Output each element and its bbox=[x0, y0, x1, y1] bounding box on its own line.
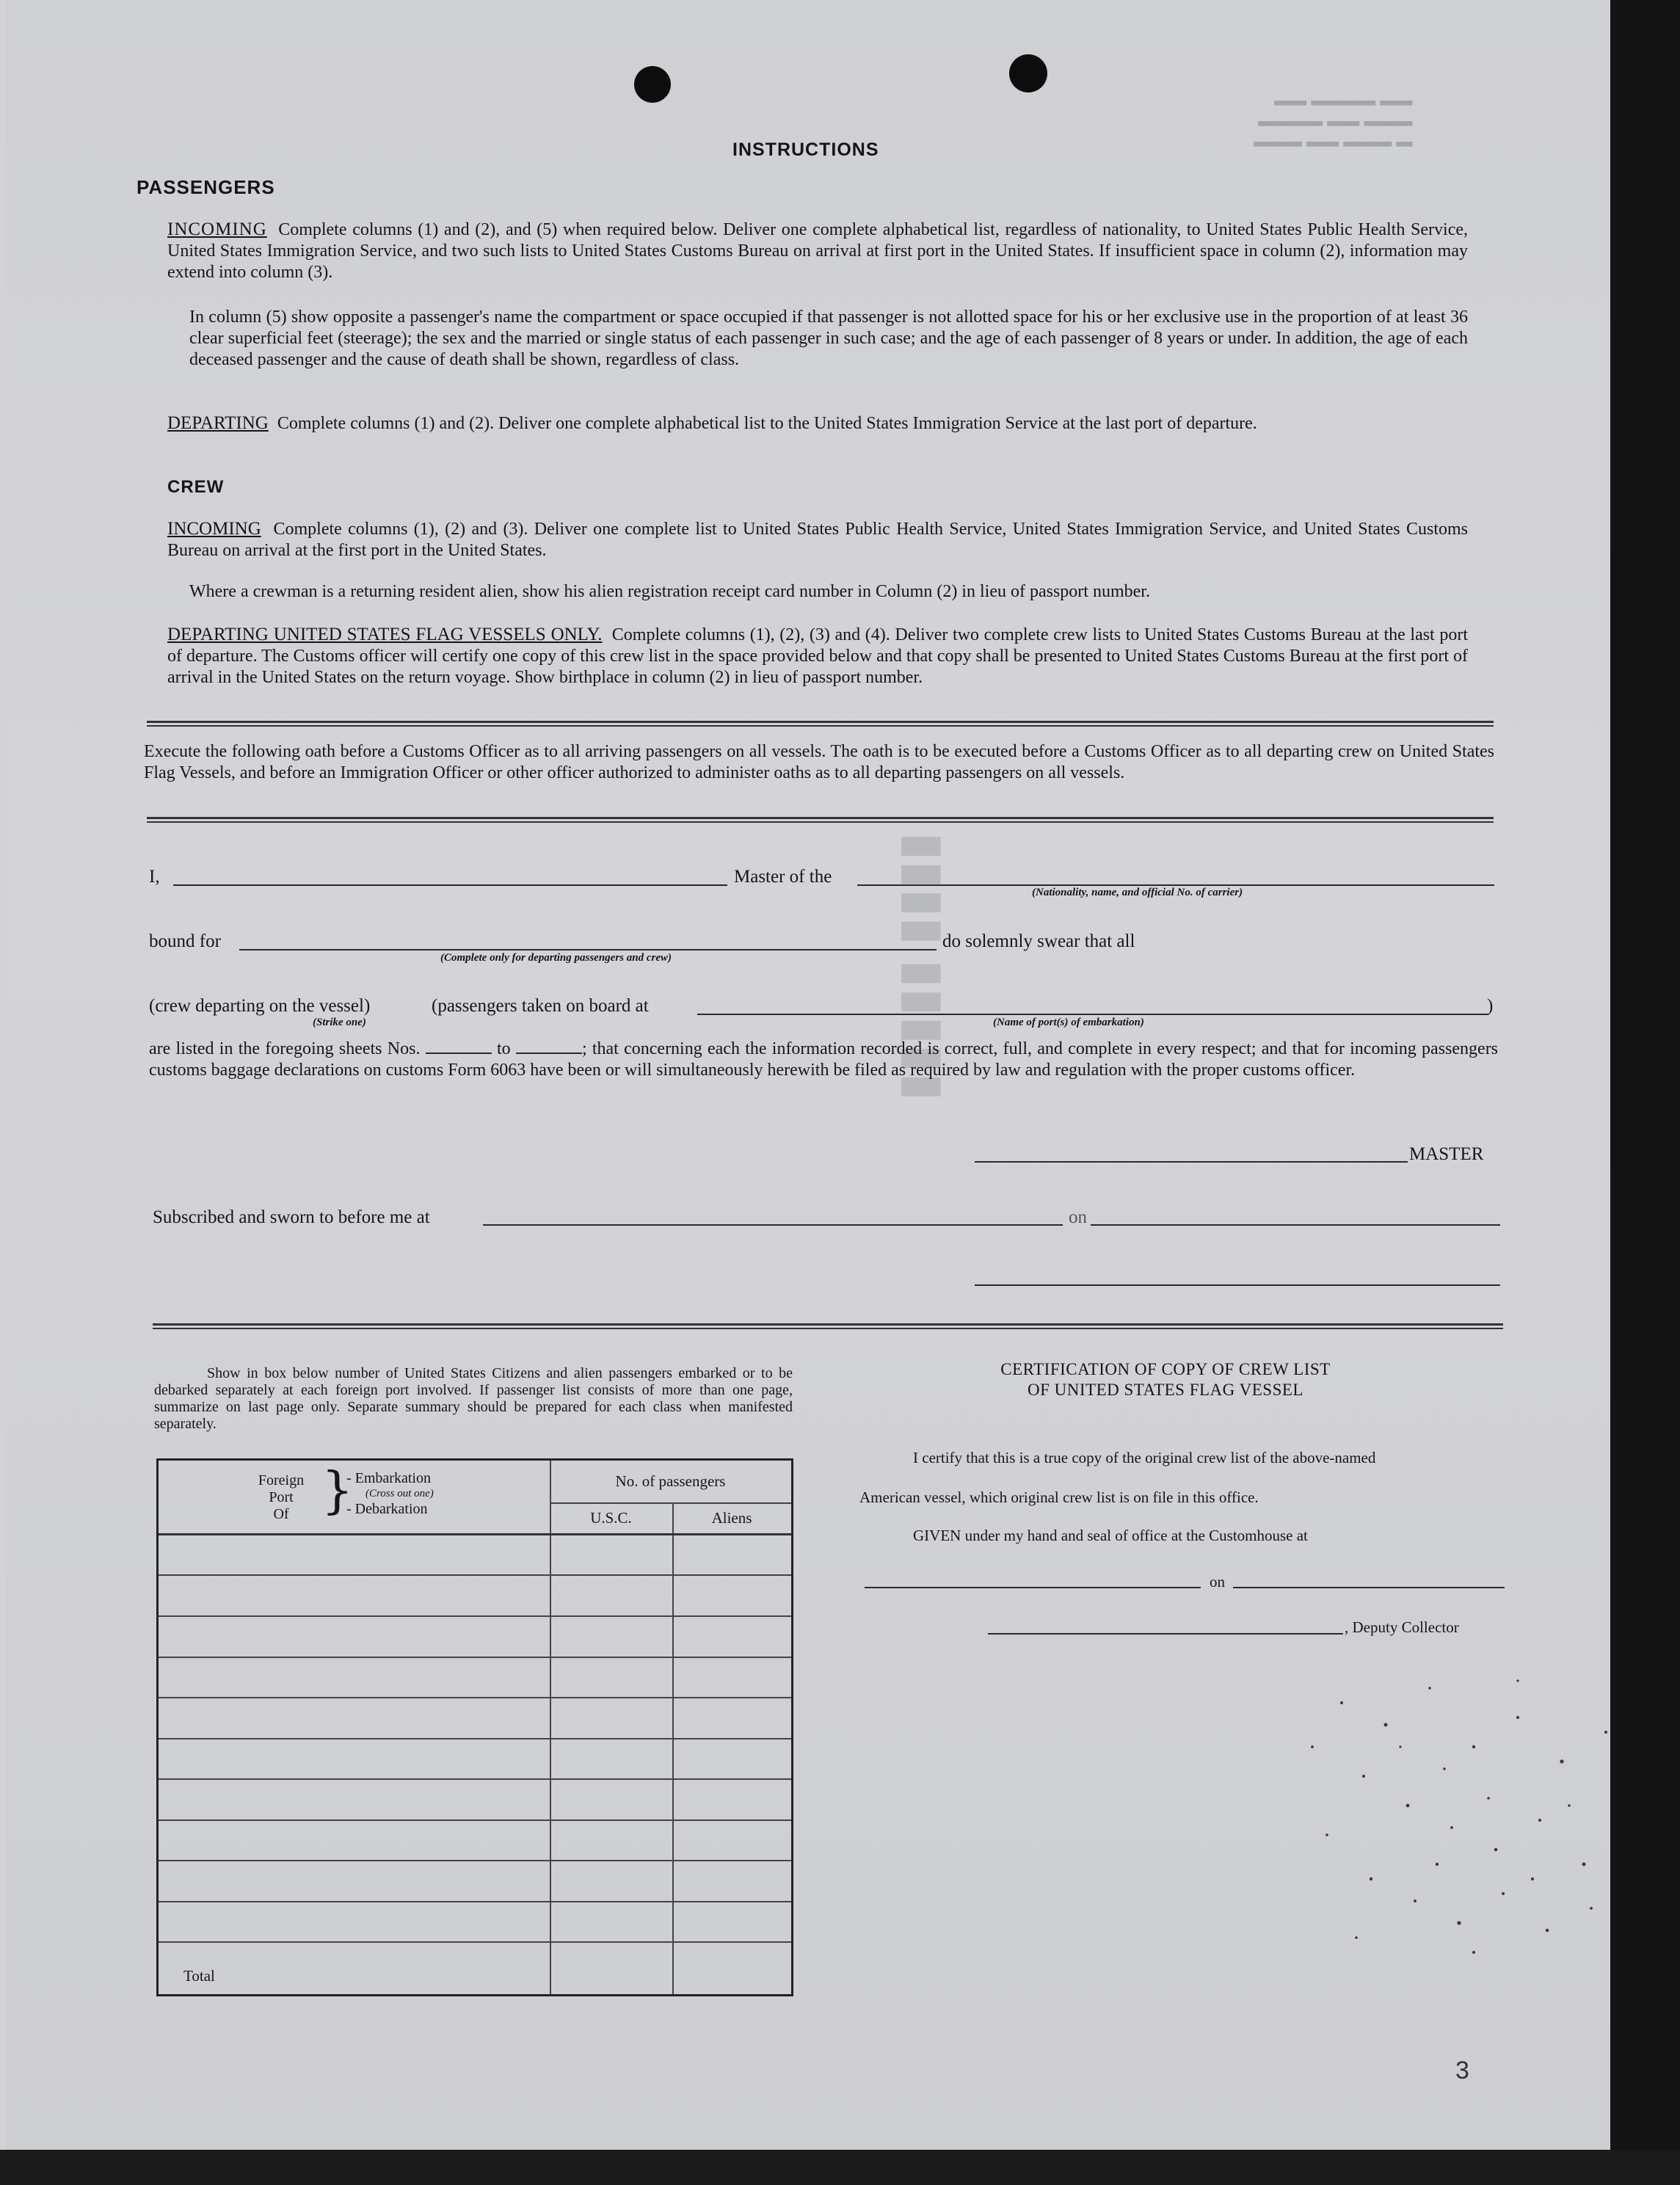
crew-resident-text: Where a crewman is a returning resident alien, show his alien registration receipt card number in Column (2) in lieu of passport number. bbox=[189, 582, 1150, 601]
col-foreign-1: Foreign bbox=[258, 1472, 305, 1488]
certify-line-1: I certify that this is a true copy of the original crew list of the above-named bbox=[913, 1449, 1376, 1466]
certification-title-1: CERTIFICATION OF COPY OF CREW LIST bbox=[1000, 1360, 1331, 1378]
table-col-divider-2 bbox=[672, 1502, 674, 1994]
crew-departing-label: DEPARTING UNITED STATES FLAG VESSELS ONLY. bbox=[167, 625, 603, 644]
paper-sheet bbox=[6, 0, 1613, 2151]
nationality-hint: (Nationality, name, and official No. of carrier) bbox=[1032, 887, 1243, 898]
passengers-departing-text: Complete columns (1) and (2). Deliver one complete alphabetical list to the United States Immigration Service at the last port of departure. bbox=[277, 414, 1257, 433]
subscribed-label: Subscribed and sworn to before me at bbox=[153, 1207, 430, 1227]
certification-title-2: OF UNITED STATES FLAG VESSEL bbox=[1028, 1381, 1303, 1399]
oath-swear-label: do solemnly swear that all bbox=[942, 931, 1135, 951]
passengers-departing-block bbox=[167, 412, 1468, 435]
table-row[interactable] bbox=[159, 1657, 791, 1658]
passengers-incoming-label: INCOMING bbox=[167, 219, 267, 239]
passengers-boarded-option[interactable]: (passengers taken on board at bbox=[432, 996, 649, 1016]
embarkation-label: - Embarkation bbox=[346, 1470, 431, 1486]
crew-heading: CREW bbox=[167, 477, 225, 497]
listed-paragraph bbox=[149, 1038, 1498, 1081]
sheet-from-field[interactable] bbox=[426, 1038, 492, 1054]
scan-edge-bottom bbox=[0, 2150, 1680, 2185]
crew-departing-block bbox=[167, 624, 1468, 688]
debarkation-label: - Debarkation bbox=[346, 1501, 428, 1517]
table-row[interactable] bbox=[159, 1941, 791, 1943]
sworn-place-field[interactable] bbox=[483, 1224, 1063, 1226]
carrier-field[interactable] bbox=[857, 884, 1494, 886]
master-name-field[interactable] bbox=[173, 884, 727, 886]
passengers-heading: PASSENGERS bbox=[137, 176, 275, 198]
crew-departing-option[interactable]: (crew departing on the vessel) bbox=[149, 996, 371, 1016]
deputy-signature-field[interactable] bbox=[988, 1633, 1343, 1635]
sworn-date-field[interactable] bbox=[1091, 1224, 1500, 1226]
certify-line-2: American vessel, which original crew list is on file in this office. bbox=[859, 1488, 1259, 1506]
col-foreign-2: Port bbox=[269, 1489, 294, 1505]
oath-bound-for-label: bound for bbox=[149, 931, 221, 951]
deputy-label: , Deputy Collector bbox=[1345, 1618, 1459, 1636]
oath-i-label: I, bbox=[149, 867, 160, 887]
divider-double-2 bbox=[147, 817, 1494, 823]
brace-icon: } bbox=[321, 1462, 354, 1520]
bound-for-hint: (Complete only for departing passengers and crew) bbox=[440, 952, 672, 964]
divider-double-3 bbox=[153, 1323, 1503, 1329]
punch-hole-right bbox=[1009, 54, 1047, 92]
sworn-on-label: on bbox=[1069, 1207, 1087, 1227]
table-row[interactable] bbox=[159, 1738, 791, 1739]
table-header-bottom bbox=[159, 1533, 791, 1535]
usc-header: U.S.C. bbox=[590, 1509, 632, 1527]
crew-incoming-text: Complete columns (1), (2) and (3). Deliver one complete list to United States Public Health Service, United States Immigration Service, and United States Customs Bureau on arrival at the first port in the United States. bbox=[167, 520, 1468, 560]
crew-departing-text: Complete columns (1), (2), (3) and (4). Deliver two complete crew lists to United States Customs Bureau at the last port of departure. The Customs officer will certify one copy of this crew list in the space provided below and that copy shall be presented to United States Customs Bureau at the first port of arrival in the United States on the return voyage. Show birthplace in column (2) in lieu of passport number. bbox=[167, 625, 1469, 687]
aliens-header: Aliens bbox=[711, 1509, 752, 1527]
port-hint: (Name of port(s) of embarkation) bbox=[993, 1017, 1144, 1028]
passengers-column5-text: In column (5) show opposite a passenger's name the compartment or space occupied if that passenger is not allotted space for his or her exclusive use in the proportion of at least 36 clear superficial feet (steerage); the sex and the married or single status of each passenger in such case; and the age of each passenger of 8 years or under. In addition, the age of each deceased passenger and the cause of death shall be shown, regardless of class. bbox=[189, 308, 1468, 369]
oath-intro: Execute the following oath before a Customs Officer as to all arriving passengers on all vessels. The oath is to be executed before a Customs Officer as to all departing crew on United States Flag Vessels, and before an Immigration Officer or other officer authorized to administer oaths as to all departing passengers on all vessels. bbox=[144, 742, 1494, 782]
bound-for-field[interactable] bbox=[239, 949, 937, 950]
table-header-split bbox=[550, 1502, 791, 1504]
punch-hole-left bbox=[634, 66, 671, 103]
customhouse-field[interactable] bbox=[865, 1587, 1201, 1588]
bleed-through-stamp: ▮▮▮▮▮ ▮▮▮▮ bbox=[888, 832, 945, 1101]
to-label: to bbox=[497, 1039, 511, 1058]
table-col-divider-1 bbox=[550, 1461, 551, 1994]
scan-edge-right bbox=[1610, 0, 1680, 2185]
passengers-departing-label: DEPARTING bbox=[167, 413, 269, 433]
no-of-passengers-header: No. of passengers bbox=[615, 1472, 726, 1490]
divider-double-1 bbox=[147, 721, 1494, 727]
total-label: Total bbox=[183, 1967, 215, 1985]
table-row[interactable] bbox=[159, 1778, 791, 1780]
sheet-to-field[interactable] bbox=[516, 1038, 582, 1054]
summary-table bbox=[156, 1458, 793, 1996]
col-foreign-3: Of bbox=[273, 1506, 289, 1522]
table-row[interactable] bbox=[159, 1574, 791, 1576]
certification-title bbox=[909, 1359, 1422, 1400]
seal-speckle-texture bbox=[1254, 1659, 1635, 1967]
table-row[interactable] bbox=[159, 1615, 791, 1617]
table-row[interactable] bbox=[159, 1819, 791, 1821]
crew-incoming-block bbox=[167, 518, 1468, 561]
close-paren: ) bbox=[1487, 996, 1494, 1016]
page-title: INSTRUCTIONS bbox=[732, 139, 879, 160]
oath-master-of-label: Master of the bbox=[734, 867, 832, 887]
table-row[interactable] bbox=[159, 1901, 791, 1902]
listed-prefix: are listed in the foregoing sheets Nos. bbox=[149, 1039, 421, 1058]
table-row[interactable] bbox=[159, 1860, 791, 1861]
port-embarkation-field[interactable] bbox=[697, 1014, 1488, 1015]
strike-hint: (Strike one) bbox=[313, 1017, 366, 1028]
given-line: GIVEN under my hand and seal of office at the Customhouse at bbox=[913, 1527, 1308, 1544]
cert-date-field[interactable] bbox=[1233, 1587, 1505, 1588]
officer-signature-field[interactable] bbox=[975, 1284, 1500, 1286]
passengers-incoming-text: Complete columns (1) and (2), and (5) when required below. Deliver one complete alphabetical list, regardless of nationality, to United States Public Health Service, United States Immigration Service, and two such lists to United States Customs Bureau on arrival at first port in the United States. If insufficient space in column (2), information may extend into column (3). bbox=[167, 220, 1469, 282]
bleed-through-marks: ▬ ▬▬▬ ▬▬ ▬▬▬ ▬▬▬ ▬▬ ▬▬▬▬ ▬▬ ▬▬▬▬ ▬▬ bbox=[1254, 97, 1413, 156]
listed-suffix: ; that concerning each the information recorded is correct, full, and complete in every respect; and that for incoming passengers customs baggage declarations on customs Form 6063 have been or will simultaneously herewith be filed as required by law and regulation with the proper customs officer. bbox=[149, 1039, 1499, 1080]
embark-debark-header bbox=[346, 1471, 434, 1517]
passengers-incoming-block bbox=[167, 219, 1468, 283]
crew-incoming-label: INCOMING bbox=[167, 519, 261, 539]
col-foreign-header bbox=[241, 1472, 321, 1523]
cert-on-label: on bbox=[1210, 1573, 1225, 1590]
page-number: 3 bbox=[1455, 2057, 1469, 2084]
cross-out-label: (Cross out one) bbox=[366, 1488, 434, 1499]
summary-instructions: Show in box below number of United States Citizens and alien passengers embarked or to be debarked separately at each foreign port involved. If passenger list consists of more than one page, summarize on last page only. Separate summary should be prepared for each class when manifested separately. bbox=[154, 1365, 793, 1432]
master-signature-field[interactable] bbox=[975, 1161, 1408, 1163]
table-row[interactable] bbox=[159, 1697, 791, 1698]
master-label: MASTER bbox=[1409, 1144, 1484, 1164]
